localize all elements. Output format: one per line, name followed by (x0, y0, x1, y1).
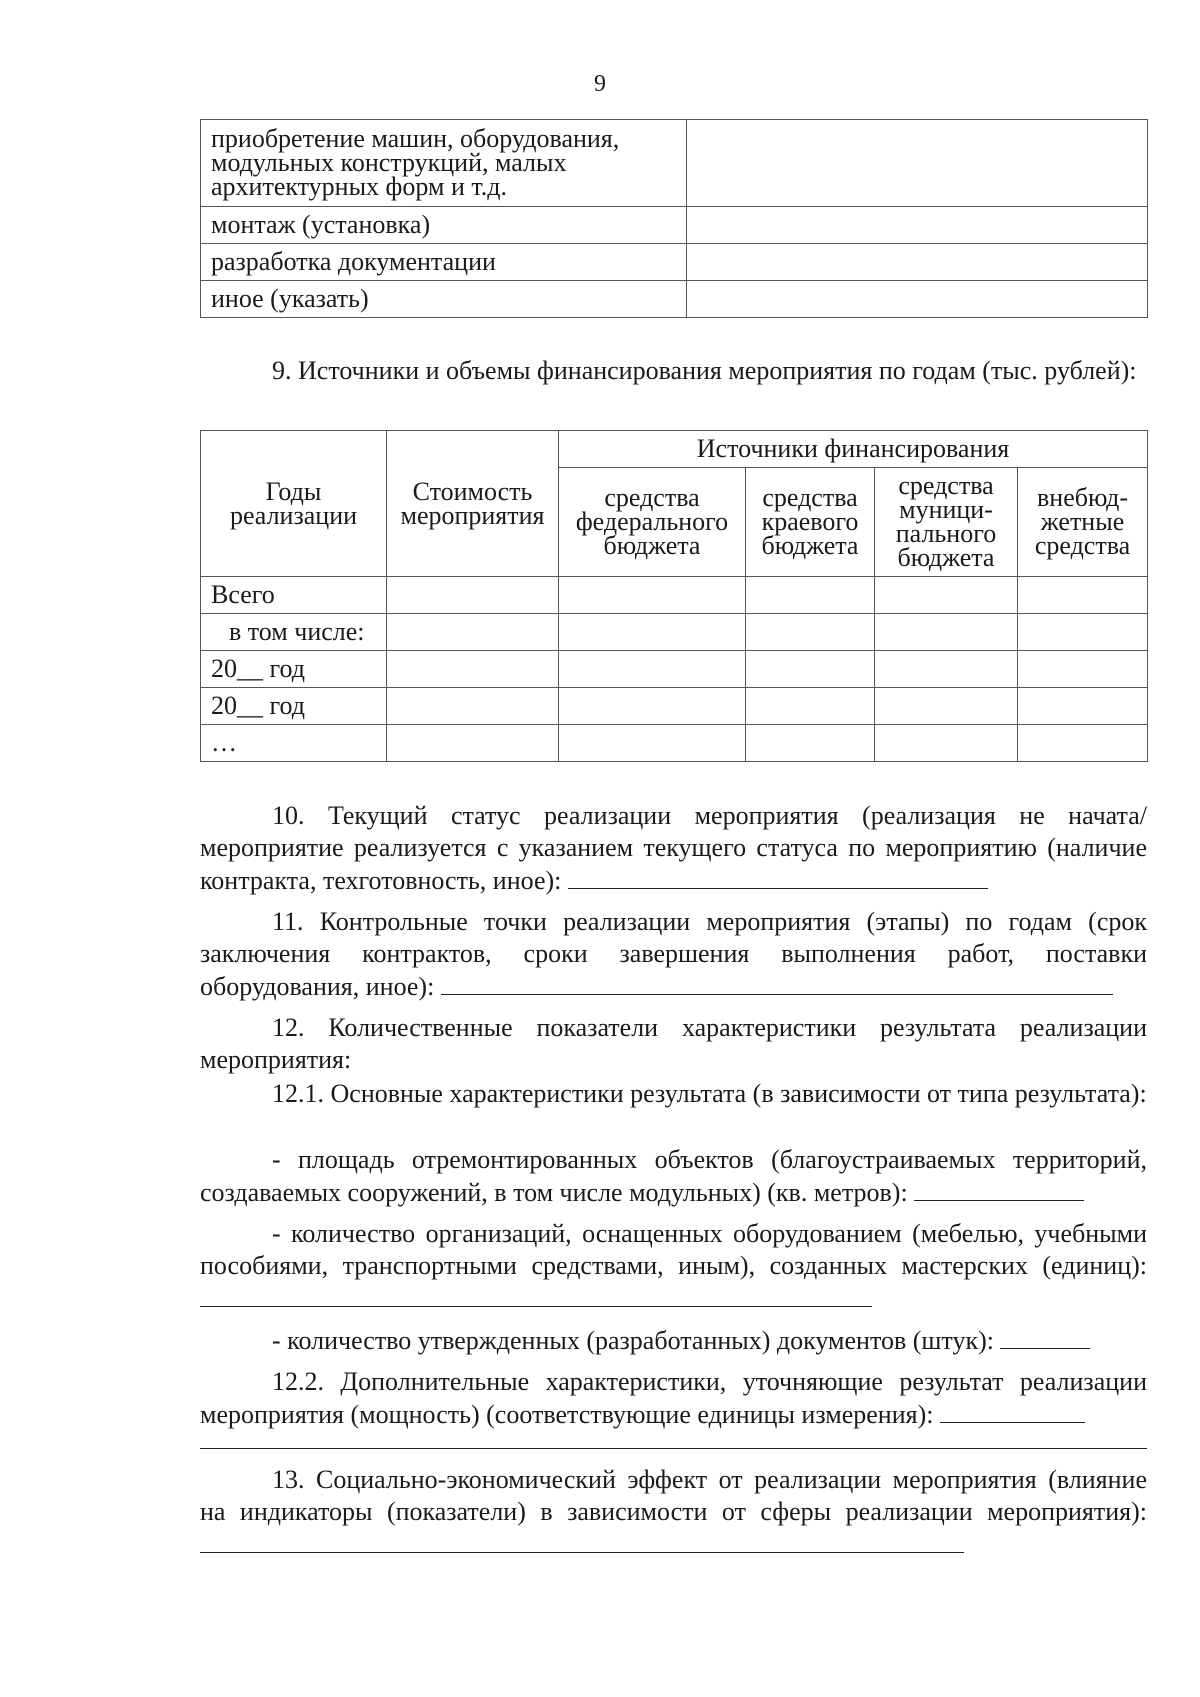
table-cell-empty[interactable] (387, 651, 559, 688)
table-cell: монтаж (установка) (201, 207, 687, 244)
table-cell-empty[interactable] (746, 577, 875, 614)
item-orgs (200, 1218, 1147, 1315)
row-label: в том числе: (201, 614, 387, 651)
table-cell-empty[interactable] (1018, 725, 1148, 762)
table-cell-empty[interactable] (875, 725, 1018, 762)
item-area-text: - площадь отремонтированных объектов (благоустраиваемых территорий, создаваемых сооружений, в том числе модульных) (кв. метров): (200, 1145, 1147, 1207)
item-docs (200, 1324, 1147, 1357)
row-label: Всего (201, 577, 387, 614)
table-row (201, 614, 1148, 651)
section-9-text: 9. Источники и объемы финансирования мероприятия по годам (тыс. рублей): (272, 356, 1137, 385)
table-cell-empty[interactable] (559, 651, 746, 688)
table-cell-empty[interactable] (559, 725, 746, 762)
row-label: 20__ год (201, 651, 387, 688)
header-years: Годы реализации (201, 431, 387, 577)
section-12-1-text: 12.1. Основные характеристики результата (в зависимости от типа результата): (272, 1079, 1147, 1108)
section-12-2-text: 12.2. Дополнительные характеристики, уточняющие результат реализации мероприятия (мощность) (соответствующие единицы измерения): (200, 1367, 1147, 1429)
table-cell: приобретение машин, оборудования, модульных конструкций, малых архитектурных форм и т.д. (201, 120, 687, 207)
table-cell-empty[interactable] (387, 577, 559, 614)
section-10-text: 10. Текущий статус реализации мероприятия (реализация не начата/ мероприятие реализуется с указанием текущего статуса по мероприятию (наличие контракта, техготовность, иное): (200, 801, 1147, 895)
financing-table (200, 430, 1148, 762)
fill-blank[interactable] (1000, 1324, 1090, 1349)
fill-blank[interactable] (200, 1528, 964, 1553)
table-row (201, 577, 1148, 614)
table-cell-empty[interactable] (746, 614, 875, 651)
item-docs-text: - количество утвержденных (разработанных) документов (штук): (200, 1324, 1147, 1357)
header-sources: Источники финансирования (559, 431, 1148, 468)
fill-blank[interactable] (914, 1176, 1084, 1201)
table-cell-empty[interactable] (1018, 651, 1148, 688)
table-cell-empty[interactable] (687, 244, 1148, 281)
table-row (201, 120, 1148, 207)
table-row (201, 688, 1148, 725)
fill-line[interactable] (200, 1448, 1147, 1449)
section-12 (200, 1012, 1147, 1076)
header-regional: средства краевого бюджета (746, 468, 875, 577)
fill-blank[interactable] (441, 970, 1113, 995)
row-label: … (201, 725, 387, 762)
table-cell-empty[interactable] (1018, 688, 1148, 725)
header-cost: Стоимость мероприятия (387, 431, 559, 577)
table-cell-empty[interactable] (387, 725, 559, 762)
table-cell-empty[interactable] (387, 614, 559, 651)
section-9 (200, 355, 1147, 387)
fill-blank[interactable] (200, 1282, 872, 1307)
table-cell-empty[interactable] (1018, 614, 1148, 651)
table-cell-empty[interactable] (1018, 577, 1148, 614)
table-cell: разработка документации (201, 244, 687, 281)
fill-blank[interactable] (940, 1398, 1085, 1423)
table-cell-empty[interactable] (687, 120, 1148, 207)
header-municipal: средства муници-пального бюджета (875, 468, 1018, 577)
table-cell-empty[interactable] (875, 651, 1018, 688)
section-10 (200, 800, 1147, 897)
section-12-2 (200, 1366, 1147, 1431)
header-extrabudget: внебюд-жетные средства (1018, 468, 1148, 577)
item-orgs-text: - количество организаций, оснащенных оборудованием (мебелью, учебными пособиями, транспортными средствами, иным), созданных мастерских (единиц): (200, 1218, 1147, 1315)
cost-items-table (200, 119, 1148, 318)
table-cell: иное (указать) (201, 281, 687, 318)
section-11 (200, 906, 1147, 1003)
header-federal: средства федерального бюджета (559, 468, 746, 577)
row-label: 20__ год (201, 688, 387, 725)
table-cell-empty[interactable] (559, 688, 746, 725)
table-row (201, 244, 1148, 281)
section-13 (200, 1464, 1147, 1561)
table-cell-empty[interactable] (746, 651, 875, 688)
page-number: 9 (594, 71, 606, 97)
table-header-row (201, 431, 1148, 468)
table-cell-empty[interactable] (746, 725, 875, 762)
section-12-text: 12. Количественные показатели характеристики результата реализации мероприятия: (200, 1013, 1147, 1074)
table-cell-empty[interactable] (687, 207, 1148, 244)
table-cell-empty[interactable] (559, 577, 746, 614)
table-cell-empty[interactable] (746, 688, 875, 725)
fill-blank[interactable] (568, 864, 988, 889)
table-row (201, 207, 1148, 244)
table-cell-empty[interactable] (875, 688, 1018, 725)
table-cell-empty[interactable] (387, 688, 559, 725)
table-cell-empty[interactable] (875, 577, 1018, 614)
section-13-text: 13. Социально-экономический эффект от реализации мероприятия (влияние на индикаторы (показатели) в зависимости от сферы реализации мероприятия): (200, 1464, 1147, 1561)
section-11-text: 11. Контрольные точки реализации мероприятия (этапы) по годам (срок заключения контрактов, сроки завершения выполнения работ, поставки оборудования, иное): (200, 907, 1147, 1001)
table-cell-empty[interactable] (875, 614, 1018, 651)
table-cell-empty[interactable] (559, 614, 746, 651)
table-cell-empty[interactable] (687, 281, 1148, 318)
table-row (201, 651, 1148, 688)
table-row (201, 281, 1148, 318)
table-row (201, 725, 1148, 762)
section-12-1 (200, 1078, 1147, 1110)
item-area (200, 1144, 1147, 1209)
